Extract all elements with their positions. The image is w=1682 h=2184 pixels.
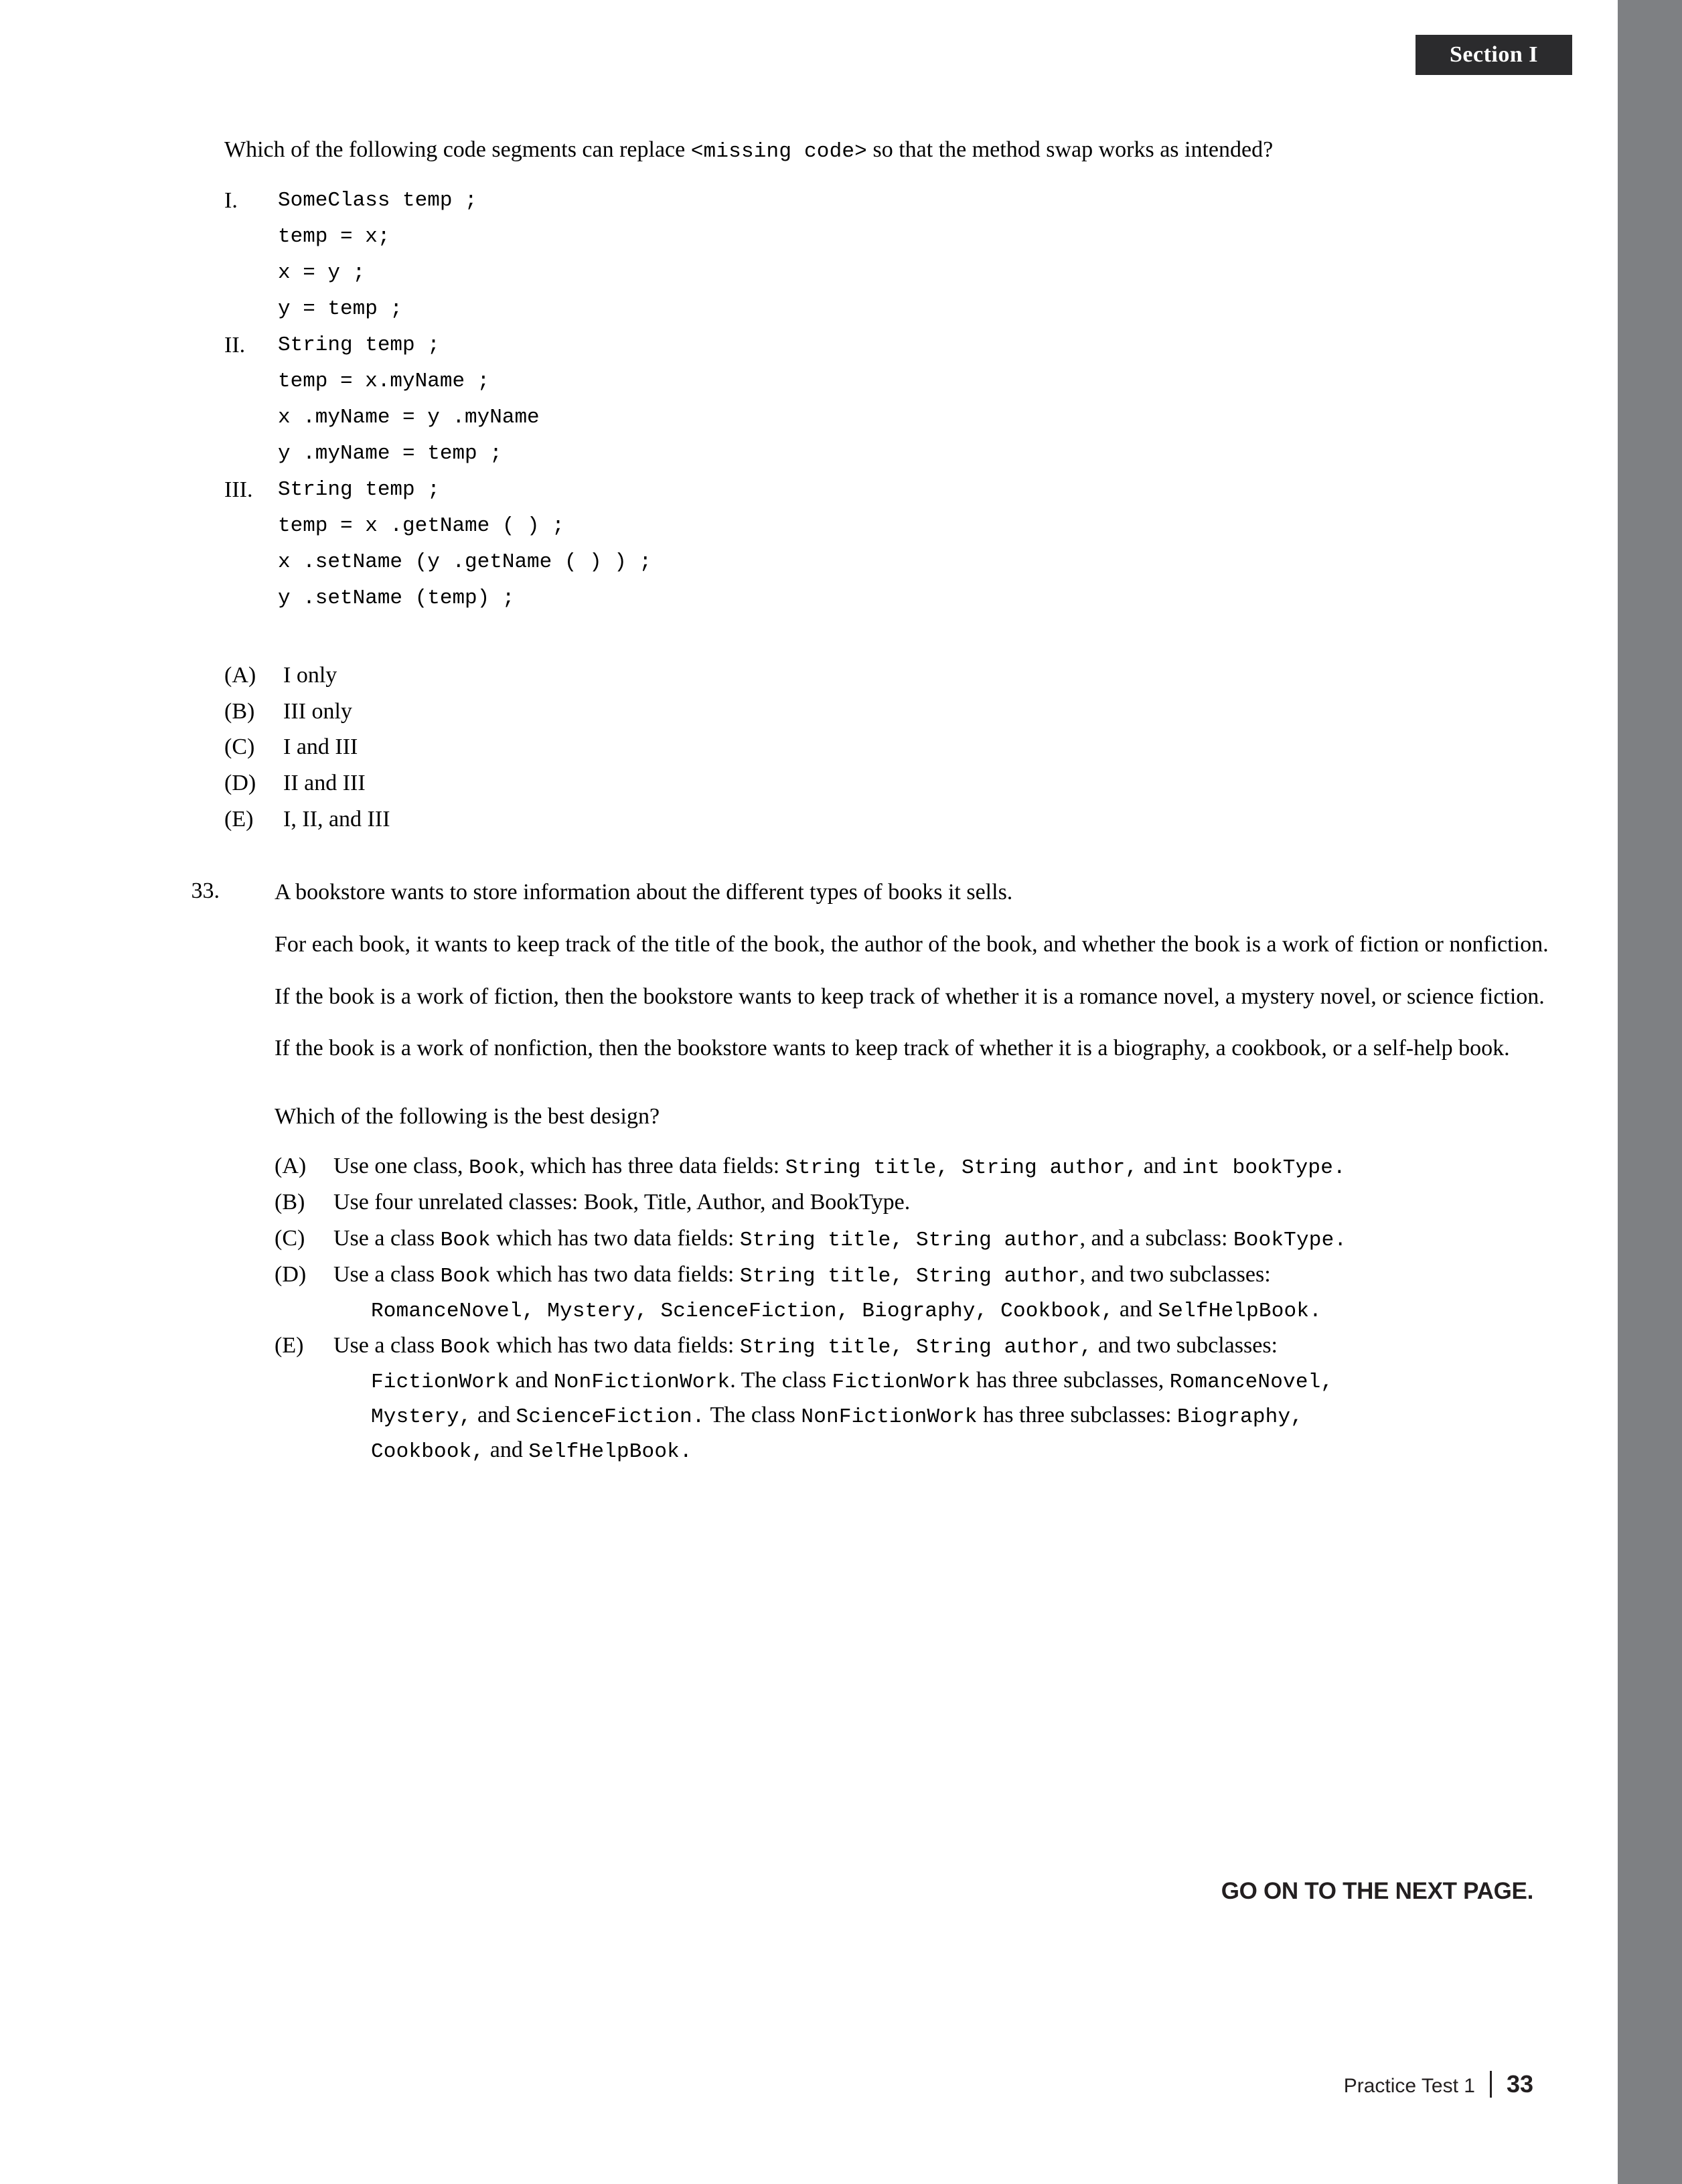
stem-text-after: so that the method swap works as intended? — [866, 137, 1274, 162]
question-32-choices — [224, 658, 1560, 836]
code-line: SomeClass temp ; — [278, 189, 477, 213]
roman-label-ii: II. — [224, 333, 246, 358]
choice-d-seg2: which has two data fields: — [490, 1261, 740, 1287]
section-header-tab: Section I — [1416, 35, 1572, 75]
code-line: String temp ; — [278, 333, 440, 358]
choice-a[interactable] — [275, 1149, 1560, 1184]
choice-e-code9: NonFictionWork — [801, 1405, 978, 1429]
choice-a-code2: String title, String author, — [785, 1156, 1138, 1180]
choice-e-seg7: and — [471, 1403, 516, 1428]
choice-d-code1: Book — [440, 1264, 491, 1288]
choice-letter-e: (E) — [224, 806, 254, 832]
choice-text-a — [333, 1149, 1560, 1184]
choice-e-seg5: . The class — [730, 1367, 832, 1393]
roman-label-i: I. — [224, 188, 238, 214]
choice-e[interactable] — [275, 1328, 1560, 1468]
choice-e-continuation-2 — [333, 1398, 1560, 1433]
choice-e-code6: RomanceNovel, — [1169, 1370, 1334, 1394]
choice-a-seg1: Use one class, — [333, 1153, 469, 1178]
code-line: y = temp ; — [278, 297, 403, 321]
missing-code-token: <missing code> — [690, 140, 867, 163]
choice-letter-c: (C) — [224, 734, 255, 760]
question-33-paragraph-1: A bookstore wants to store information about the different types of books it sells. — [275, 880, 1013, 905]
roman-numeral-code-list — [224, 183, 1560, 617]
choice-c-seg2: which has two data fields: — [490, 1225, 740, 1251]
page-edge-gray-band — [1618, 0, 1682, 2184]
question-32-stem — [224, 134, 1560, 167]
choice-c-seg1: Use a class — [333, 1225, 441, 1251]
choice-c-code1: Book — [440, 1228, 491, 1252]
choice-letter-a: (A) — [275, 1153, 307, 1178]
choice-d-code3: RomanceNovel, Mystery, ScienceFiction, Biography, Cookbook, — [371, 1299, 1114, 1323]
choice-text-d: II and III — [283, 771, 366, 796]
choice-e-code12: SelfHelpBook. — [528, 1440, 692, 1464]
choice-b[interactable] — [275, 1185, 1560, 1220]
page-footer — [0, 2070, 1533, 2098]
choice-a-code1: Book — [469, 1156, 520, 1180]
code-line: x .myName = y .myName — [278, 406, 540, 430]
choice-c[interactable] — [275, 1221, 1560, 1256]
question-33-number: 33. — [191, 878, 220, 904]
choice-letter-e: (E) — [275, 1332, 304, 1358]
choice-b[interactable] — [224, 694, 1560, 729]
choice-text-e — [333, 1328, 1560, 1363]
choice-e[interactable] — [224, 802, 1560, 837]
choice-a-code3: int bookType. — [1182, 1156, 1346, 1180]
choice-e-code5: FictionWork — [832, 1370, 971, 1394]
question-32-block — [224, 134, 1560, 836]
choice-e-code8: ScienceFiction. — [516, 1405, 705, 1429]
question-33-block — [191, 875, 1560, 1468]
choice-e-code2: String title, String author, — [739, 1335, 1093, 1359]
roman-option-ii — [224, 327, 1560, 472]
choice-d[interactable] — [224, 766, 1560, 801]
choice-c-code2: String title, String author — [739, 1228, 1080, 1252]
choice-letter-b: (B) — [224, 698, 255, 724]
choice-e-code1: Book — [440, 1335, 491, 1359]
choice-e-seg3: and two subclasses: — [1092, 1332, 1278, 1358]
roman-option-iii — [224, 472, 1560, 617]
choice-letter-d: (D) — [224, 771, 256, 796]
choice-c-seg3: , and a subclass: — [1079, 1225, 1233, 1251]
question-33-choices — [275, 1149, 1560, 1468]
choice-e-seg1: Use a class — [333, 1332, 441, 1358]
footer-divider — [1490, 2071, 1492, 2098]
code-line: y .myName = temp ; — [278, 442, 502, 466]
choice-e-continuation-1 — [333, 1363, 1560, 1398]
question-33-prompt: Which of the following is the best design? — [275, 1104, 660, 1129]
footer-page-number: 33 — [1506, 2070, 1533, 2098]
question-33-paragraph-3: If the book is a work of fiction, then the bookstore wants to keep track of whether it is a romance novel, a mystery novel, or science fiction. — [275, 984, 1545, 1009]
choice-e-seg4: and — [509, 1367, 554, 1393]
choice-e-code10: Biography, — [1177, 1405, 1304, 1429]
choice-e-seg9: has three subclasses: — [977, 1403, 1178, 1428]
choice-a[interactable] — [224, 658, 1560, 693]
roman-option-i — [224, 183, 1560, 327]
go-on-notice: GO ON TO THE NEXT PAGE. — [1221, 1878, 1533, 1904]
choice-e-code3: FictionWork — [371, 1370, 510, 1394]
code-line: temp = x .getName ( ) ; — [278, 514, 564, 538]
choice-letter-b: (B) — [275, 1189, 305, 1215]
stem-text-before: Which of the following code segments can replace — [224, 137, 691, 162]
choice-letter-a: (A) — [224, 663, 256, 688]
question-33-paragraph-4: If the book is a work of nonfiction, then the bookstore wants to keep track of whether it is a biography, a cookbook, or a self-help book. — [275, 1036, 1510, 1061]
choice-e-code7: Mystery, — [371, 1405, 472, 1429]
choice-e-seg6: has three subclasses, — [970, 1367, 1170, 1393]
choice-text-b: III only — [283, 698, 352, 724]
choice-e-code11: Cookbook, — [371, 1440, 485, 1464]
footer-test-label: Practice Test 1 — [1343, 2075, 1475, 2097]
choice-letter-c: (C) — [275, 1225, 305, 1251]
question-33-paragraph-2: For each book, it wants to keep track of the title of the book, the author of the book, and whether the book is a work of fiction or nonfiction. — [275, 932, 1549, 957]
choice-d-continuation — [333, 1292, 1560, 1327]
choice-a-seg2: , which has three data fields: — [519, 1153, 785, 1178]
choice-d-code2: String title, String author — [739, 1264, 1080, 1288]
choice-d-code4: SelfHelpBook. — [1158, 1299, 1322, 1323]
choice-letter-d: (D) — [275, 1261, 307, 1287]
code-line: String temp ; — [278, 478, 440, 502]
choice-text-e: I, II, and III — [283, 806, 390, 832]
choice-c[interactable] — [224, 730, 1560, 765]
roman-label-iii: III. — [224, 477, 253, 503]
choice-d-seg4: and — [1114, 1296, 1158, 1322]
choice-d-seg3: , and two subclasses: — [1079, 1261, 1271, 1287]
choice-d-seg1: Use a class — [333, 1261, 441, 1287]
choice-text-c: I and III — [283, 734, 358, 760]
question-column — [191, 134, 1560, 1469]
choice-d[interactable] — [275, 1257, 1560, 1327]
choice-e-seg2: which has two data fields: — [490, 1332, 740, 1358]
choice-text-d — [333, 1257, 1560, 1292]
choice-text-c — [333, 1221, 1560, 1256]
choice-text-a: I only — [283, 663, 337, 688]
code-line: temp = x.myName ; — [278, 370, 490, 394]
choice-e-seg10: and — [484, 1437, 529, 1463]
code-line: y .setName (temp) ; — [278, 587, 515, 611]
choice-e-code4: NonFictionWork — [553, 1370, 731, 1394]
code-line: x .setName (y .getName ( ) ) ; — [278, 550, 652, 574]
choice-e-seg8: The class — [704, 1403, 801, 1428]
code-line: temp = x; — [278, 225, 390, 249]
choice-a-seg3: and — [1138, 1153, 1182, 1178]
code-line: x = y ; — [278, 261, 366, 285]
choice-text-b: Use four unrelated classes: Book, Title, Author, and BookType. — [333, 1189, 911, 1215]
code-block-i — [278, 183, 1560, 327]
choice-e-continuation-3 — [333, 1433, 1560, 1468]
code-block-iii — [278, 472, 1560, 617]
choice-c-code3: BookType. — [1233, 1228, 1347, 1252]
code-block-ii — [278, 327, 1560, 472]
